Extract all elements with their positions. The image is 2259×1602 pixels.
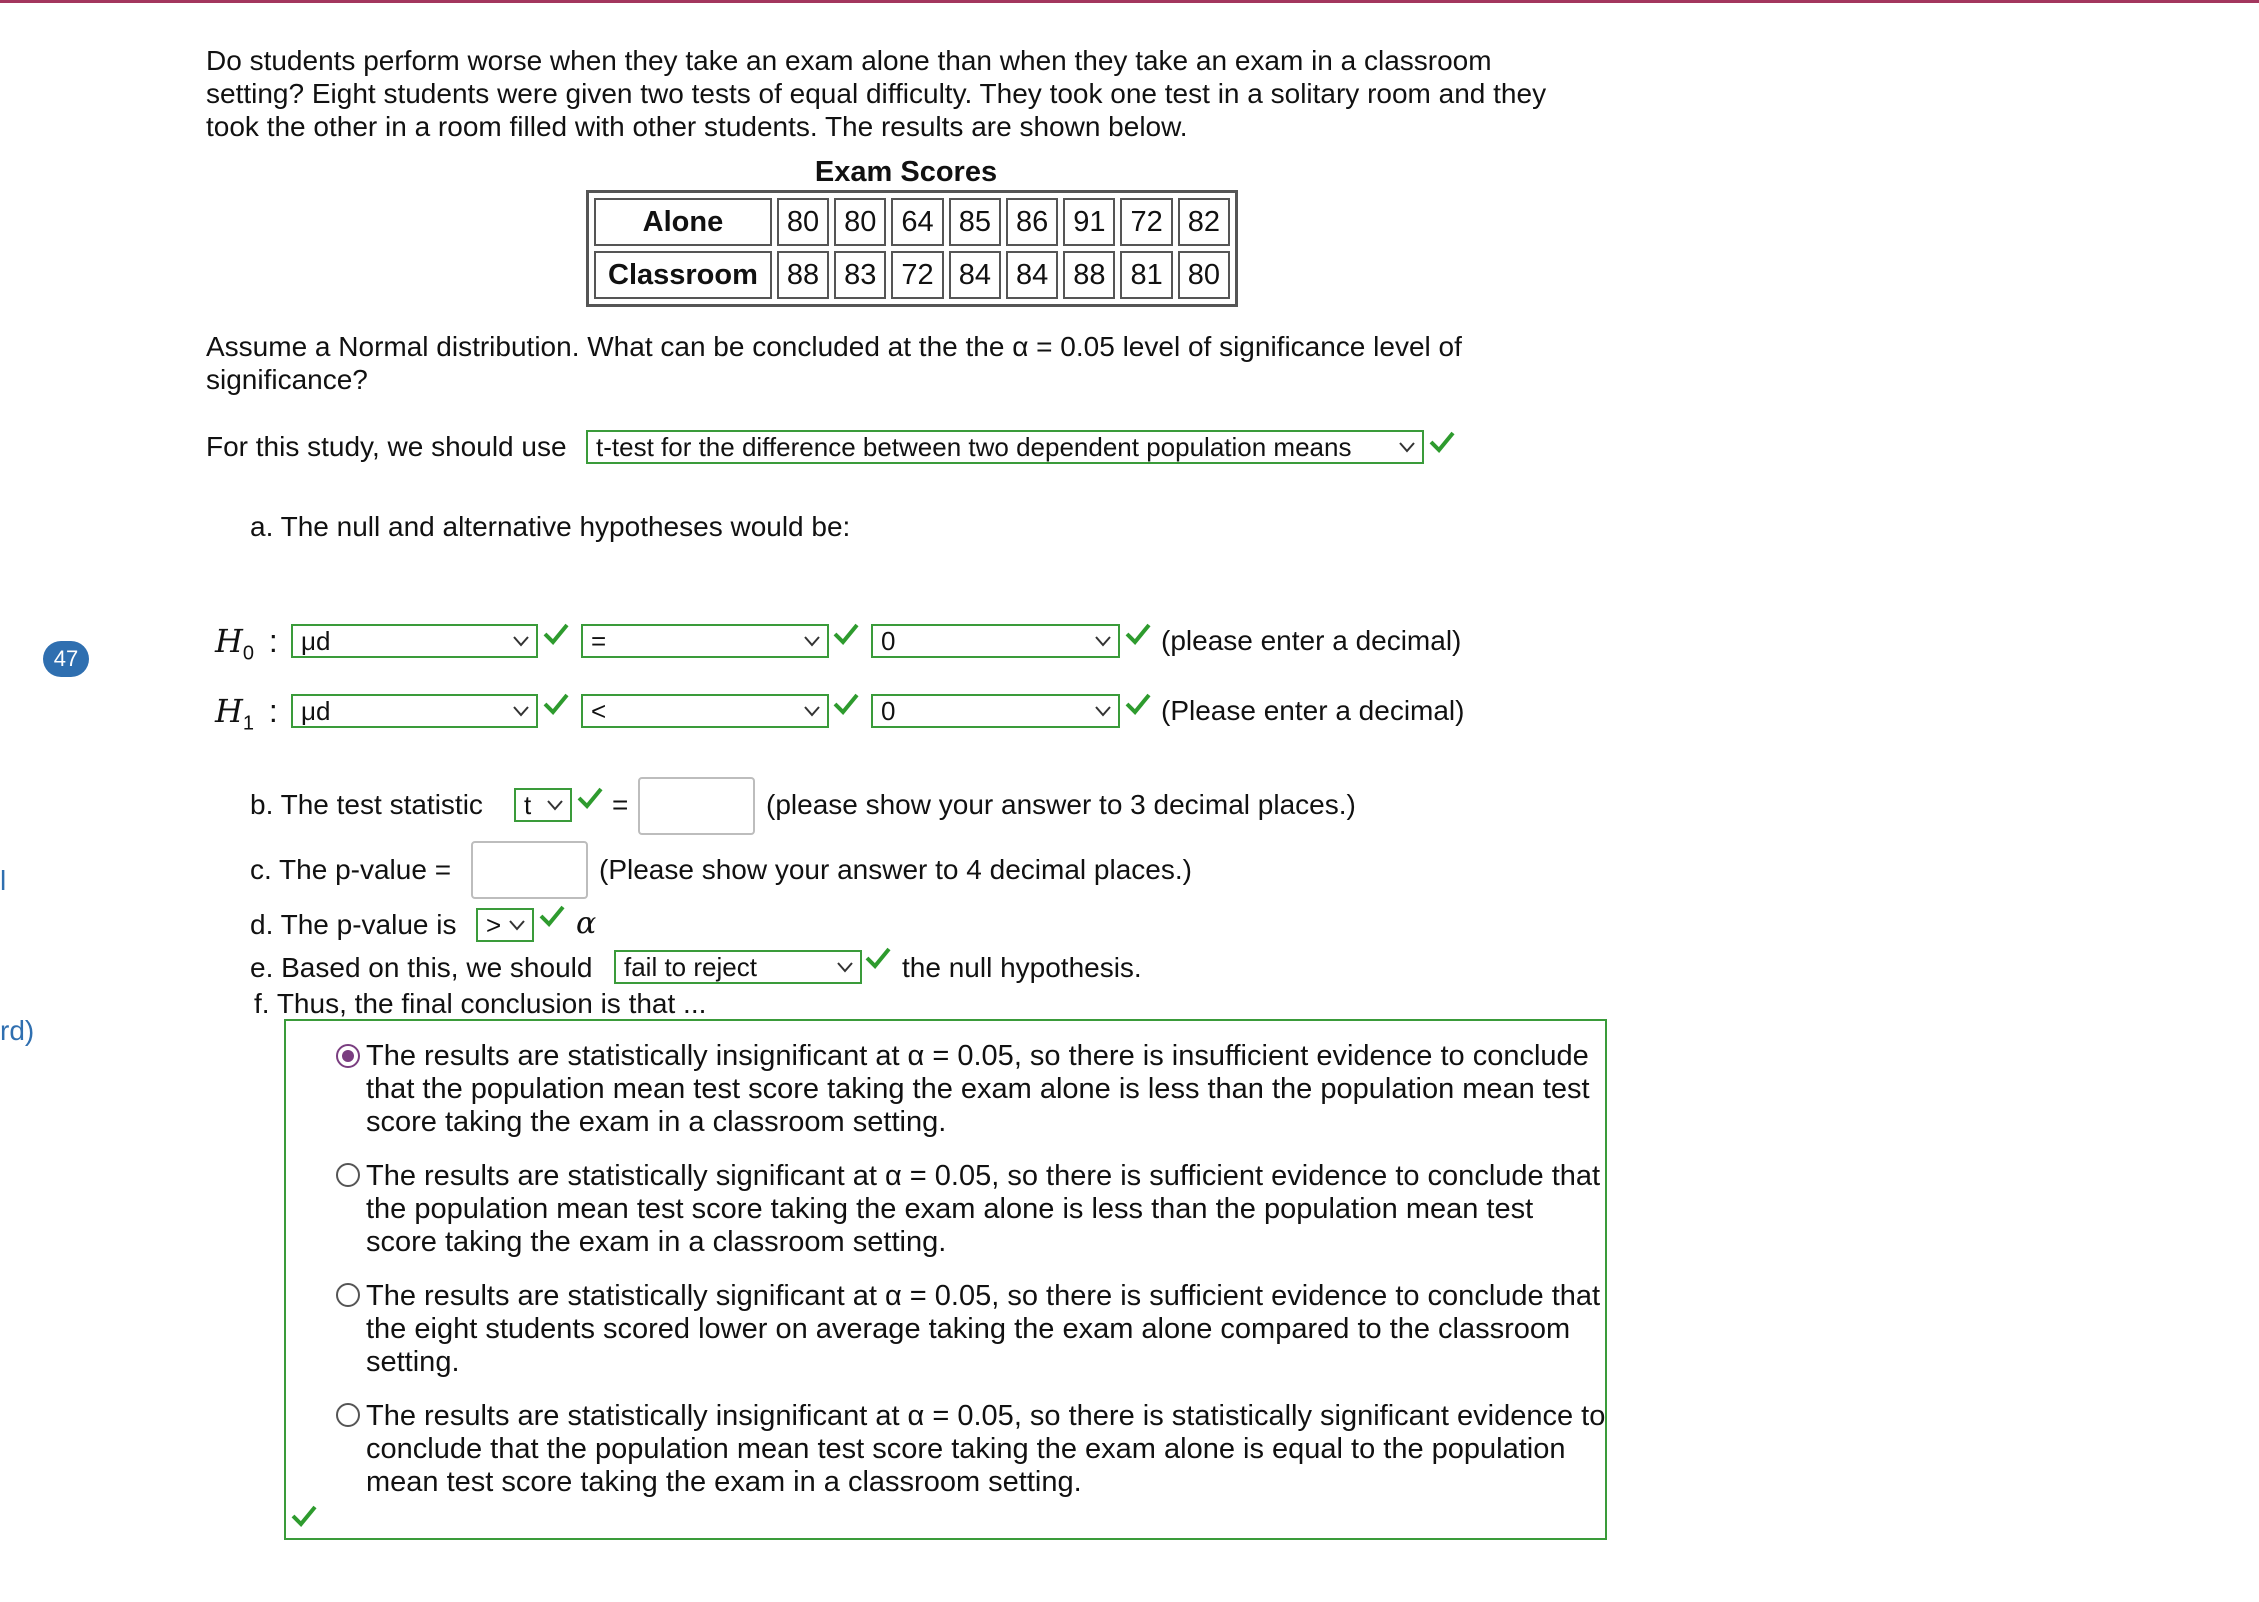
chevron-down-icon bbox=[1398, 439, 1416, 455]
study-type-value: t-test for the difference between two dependent population means bbox=[596, 432, 1352, 462]
part-d-label: d. The p-value is bbox=[250, 909, 457, 940]
table-cell: 82 bbox=[1178, 198, 1230, 246]
table-cell: 80 bbox=[834, 198, 886, 246]
p-value-comparison-value: > bbox=[486, 910, 502, 940]
table-cell: 81 bbox=[1120, 251, 1172, 299]
study-type-select[interactable] bbox=[586, 430, 1424, 464]
check-icon bbox=[538, 904, 566, 928]
h1-subscript: 1 bbox=[242, 712, 255, 735]
check-icon bbox=[576, 786, 604, 810]
table-cell: 85 bbox=[949, 198, 1001, 246]
table-cell: 80 bbox=[777, 198, 829, 246]
conclusion-option-radio-1[interactable] bbox=[336, 1044, 360, 1068]
check-icon bbox=[542, 622, 570, 646]
conclusion-option-radio-4[interactable] bbox=[336, 1403, 360, 1427]
exam-scores-table bbox=[586, 190, 1238, 307]
test-statistic-value: t bbox=[524, 790, 532, 820]
decision-value: fail to reject bbox=[624, 952, 757, 982]
part-a-label: a. The null and alternative hypotheses would be: bbox=[250, 511, 851, 542]
p-value-comparison-select[interactable] bbox=[476, 908, 534, 942]
h1-hint: (Please enter a decimal) bbox=[1161, 695, 1465, 726]
part-f-label: f. Thus, the final conclusion is that ... bbox=[254, 988, 707, 1019]
table-cell: 88 bbox=[1063, 251, 1115, 299]
h0-operator-select[interactable] bbox=[581, 624, 829, 658]
table-cell: 80 bbox=[1178, 251, 1230, 299]
conclusion-option-text-1: The results are statistically insignificant at α = 0.05, so there is insufficient evidence to conclude that the population mean test score taking the exam alone is less than the population mean test score taking the exam in a classroom setting. bbox=[366, 1040, 1590, 1138]
h1-letter: H bbox=[215, 692, 243, 730]
chevron-down-icon bbox=[512, 633, 530, 649]
question-intro: Do students perform worse when they take an exam alone than when they take an exam in a classroom setting? Eight students were given two tests of equal difficulty. They took one test in a solitary room and they took the other in a room filled with other students. The results are shown below. bbox=[206, 45, 1547, 142]
sidebar-fragment-1: l bbox=[0, 865, 7, 896]
check-icon bbox=[1428, 430, 1456, 454]
part-c-label: c. The p-value = bbox=[250, 854, 452, 885]
chevron-down-icon bbox=[512, 703, 530, 719]
equals-sign: = bbox=[612, 789, 629, 820]
check-icon bbox=[542, 692, 570, 716]
table-row-alone bbox=[594, 198, 1230, 246]
assumption-text: Assume a Normal distribution. What can be concluded at the the α = 0.05 level of significance level of significance? bbox=[206, 331, 1462, 395]
chevron-down-icon bbox=[1094, 633, 1112, 649]
chevron-down-icon bbox=[836, 959, 854, 975]
chevron-down-icon bbox=[546, 797, 564, 813]
table-cell: 91 bbox=[1063, 198, 1115, 246]
table-cell: 72 bbox=[1120, 198, 1172, 246]
part-b-label: b. The test statistic bbox=[250, 789, 483, 820]
conclusion-option-text-2: The results are statistically significant at α = 0.05, so there is sufficient evidence to conclude that the population mean test score taking the exam alone is less than the population mean test score taking the exam in a classroom setting. bbox=[366, 1160, 1601, 1258]
h1-colon: : bbox=[268, 693, 278, 729]
table-cell: 84 bbox=[1006, 251, 1058, 299]
table-cell: 84 bbox=[949, 251, 1001, 299]
row-label: Alone bbox=[594, 198, 772, 246]
h1-value-select[interactable] bbox=[871, 694, 1120, 728]
question-number-badge[interactable]: 47 bbox=[43, 641, 89, 677]
h1-parameter-value: μd bbox=[301, 696, 331, 726]
table-cell: 72 bbox=[891, 251, 943, 299]
test-statistic-input[interactable] bbox=[638, 777, 755, 835]
test-statistic-select[interactable] bbox=[514, 788, 572, 822]
table-title: Exam Scores bbox=[814, 156, 998, 188]
check-icon bbox=[832, 692, 860, 716]
row-label: Classroom bbox=[594, 251, 772, 299]
table-cell: 83 bbox=[834, 251, 886, 299]
decision-select[interactable] bbox=[614, 950, 862, 984]
h0-operator-value: = bbox=[591, 626, 607, 656]
top-accent-bar bbox=[0, 0, 2259, 3]
h0-value: 0 bbox=[881, 626, 896, 656]
sidebar-fragment-2: rd) bbox=[0, 1015, 35, 1046]
chevron-down-icon bbox=[803, 633, 821, 649]
h0-parameter-value: μd bbox=[301, 626, 331, 656]
check-icon bbox=[864, 946, 892, 970]
h0-colon: : bbox=[268, 623, 278, 659]
conclusion-option-text-3: The results are statistically significant at α = 0.05, so there is sufficient evidence to conclude that the eight students scored lower on average taking the exam alone compared to the classroom setting. bbox=[366, 1280, 1601, 1378]
chevron-down-icon bbox=[803, 703, 821, 719]
table-cell: 86 bbox=[1006, 198, 1058, 246]
conclusion-option-radio-3[interactable] bbox=[336, 1283, 360, 1307]
h0-hint: (please enter a decimal) bbox=[1161, 625, 1462, 656]
h1-symbol bbox=[215, 692, 278, 735]
h0-letter: H bbox=[215, 622, 243, 660]
h0-parameter-select[interactable] bbox=[291, 624, 538, 658]
part-e-label: e. Based on this, we should bbox=[250, 952, 593, 983]
check-icon bbox=[832, 622, 860, 646]
chevron-down-icon bbox=[508, 917, 526, 933]
conclusion-option-radio-2[interactable] bbox=[336, 1163, 360, 1187]
table-cell: 88 bbox=[777, 251, 829, 299]
h0-symbol bbox=[215, 622, 278, 665]
alpha-symbol: α bbox=[576, 906, 597, 941]
h0-subscript: 0 bbox=[242, 642, 255, 665]
h1-operator-select[interactable] bbox=[581, 694, 829, 728]
check-icon bbox=[290, 1504, 318, 1528]
part-e-suffix: the null hypothesis. bbox=[902, 952, 1142, 983]
p-value-input[interactable] bbox=[471, 841, 588, 899]
h1-value: 0 bbox=[881, 696, 896, 726]
check-icon bbox=[1124, 692, 1152, 716]
check-icon bbox=[1124, 622, 1152, 646]
chevron-down-icon bbox=[1094, 703, 1112, 719]
h1-operator-value: < bbox=[591, 696, 607, 726]
h1-parameter-select[interactable] bbox=[291, 694, 538, 728]
part-c-hint: (Please show your answer to 4 decimal places.) bbox=[599, 854, 1192, 885]
part-b-hint: (please show your answer to 3 decimal places.) bbox=[766, 789, 1356, 820]
conclusion-option-text-4: The results are statistically insignificant at α = 0.05, so there is statistically significant evidence to conclude that the population mean test score taking the exam alone is equal to the population mean test score taking the exam in a classroom setting. bbox=[366, 1400, 1606, 1498]
table-cell: 64 bbox=[891, 198, 943, 246]
table-row-classroom bbox=[594, 251, 1230, 299]
study-prefix: For this study, we should use bbox=[206, 431, 567, 462]
h0-value-select[interactable] bbox=[871, 624, 1120, 658]
